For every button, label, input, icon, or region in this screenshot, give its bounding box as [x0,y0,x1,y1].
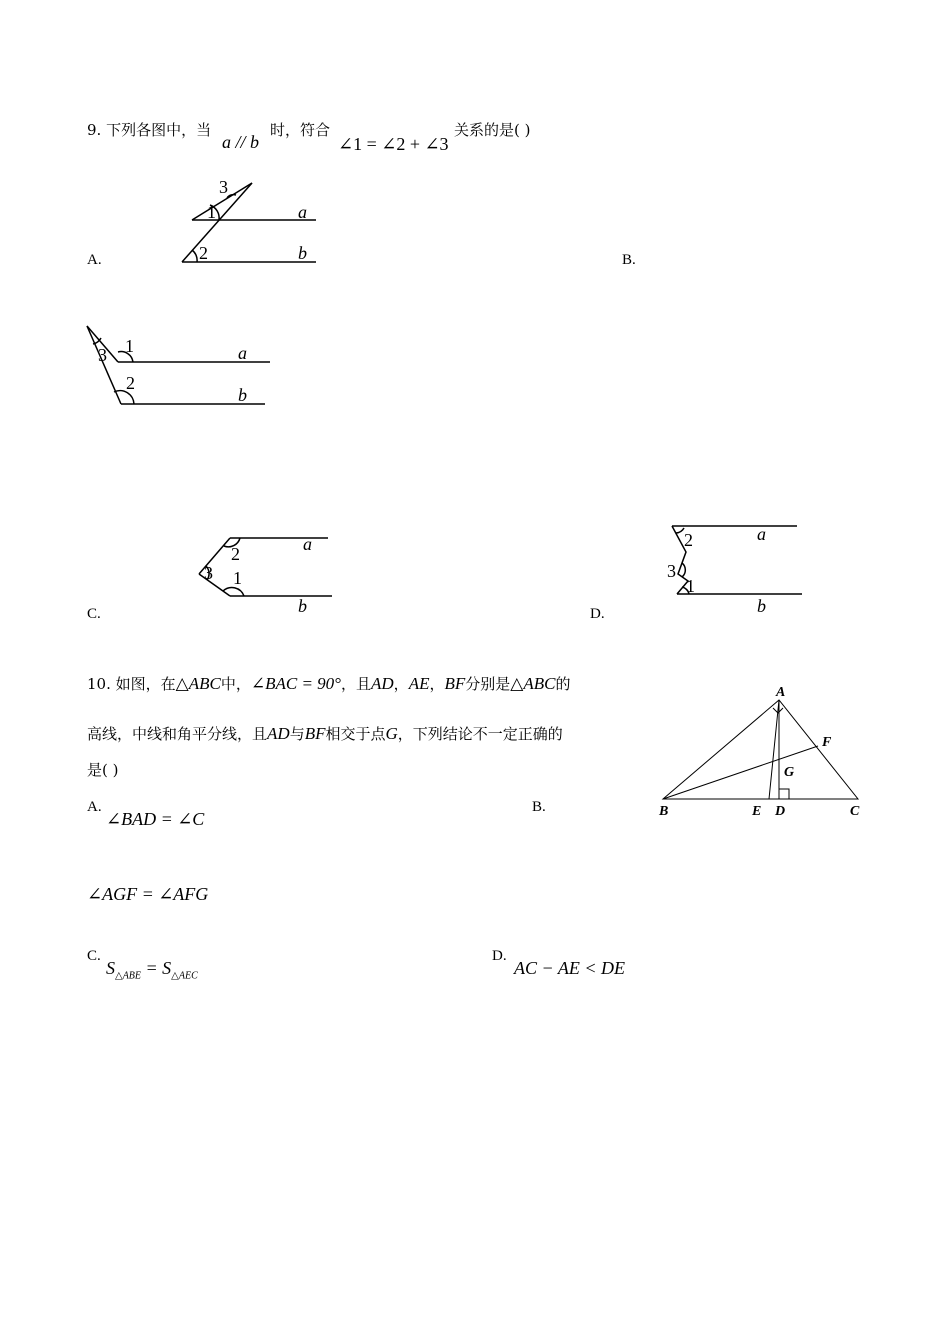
fig-b-label-1: 1 [125,336,134,356]
q10-option-a-expr: ∠BAD = ∠C [106,809,205,829]
q10-l1-b: 中， [220,675,251,693]
q10-triangle: △ABC [175,674,221,693]
q9-number: 9. [87,121,102,139]
fig-a-label-1: 1 [207,202,216,222]
q10-option-d-label: D. [492,948,507,964]
fig-d-label-a: a [757,524,766,544]
q10-comma1: ， [393,675,409,693]
q10-ae: AE [408,674,430,693]
q9-condition: a // b [222,132,260,152]
q10-option-d-expr: AC − AE < DE [514,958,625,978]
fig-d-label-b: b [757,596,766,616]
q10-number: 10. [87,675,111,693]
q9-option-c-label: C. [87,606,101,622]
q10-option-a-label: A. [87,799,102,815]
q10-c-eq: = [141,958,163,978]
q9-option-d-label: D. [590,606,605,622]
q10-option-c-label: C. [87,948,101,964]
fig-c-label-3: 3 [204,563,213,583]
q10-ad: AD [371,674,394,693]
q10-c-s1: S [106,958,115,978]
fig-a-label-3: 3 [219,177,228,197]
q10-c-sub2: △AEC [171,970,198,982]
q10-fig-label-f: F [822,735,832,750]
fig-c-label-a: a [303,534,312,554]
q10-fig-label-b: B [659,804,669,819]
q10-bf: BF [444,674,466,693]
q10-fig-label-d: D [775,804,786,819]
fig-b-label-3: 3 [98,345,107,365]
q10-angle: ∠BAC = 90° [250,674,341,693]
fig-a-label-a: a [298,202,307,222]
q10-fig-label-g: G [784,765,795,780]
q10-l2-b: 与 [289,725,305,743]
q10-comma2: ， [429,675,445,693]
q9-stem-text-c: 关系的是( ) [454,121,531,139]
q10-triangle-2: △ABC [510,674,556,693]
fig-b-label-b: b [238,385,247,405]
q10-l1-a: 如图，在 [115,675,176,693]
fig-a-label-2: 2 [199,243,208,263]
q10-g: G [385,724,398,743]
q10-l1-e: 的 [555,675,571,693]
q10-ad-2: AD [267,724,290,743]
fig-b-label-2: 2 [126,373,135,393]
q9-stem-text-b: 时，符合 [270,121,331,139]
fig-d-label-3: 3 [667,561,676,581]
fig-d-label-1: 1 [686,576,695,596]
fig-d-label-2: 2 [684,530,693,550]
q10-fig-label-e: E [752,804,762,819]
q10-l2-c: 相交于点 [325,725,386,743]
q10-fig-label-c: C [850,804,860,819]
q10-option-b-expr: ∠AGF = ∠AFG [87,884,209,904]
q10-fig-label-a: A [776,685,786,700]
q9-stem-text-a: 下列各图中，当 [106,121,212,139]
q10-line3: 是( ) [87,761,119,779]
q9-option-a-label: A. [87,252,102,268]
q10-l1-d: 分别是 [465,675,511,693]
q10-c-s2: S [162,958,172,978]
q10-option-b-label: B. [532,799,546,815]
fig-c-label-b: b [298,596,307,616]
fig-b-label-a: a [238,343,247,363]
q9-relation: ∠1 = ∠2 + ∠3 [338,134,449,154]
q10-c-sub1: △ABE [115,970,142,982]
q10-l2-a: 高线，中线和角平分线，且 [87,725,268,743]
q10-l1-c: ，且 [340,675,371,693]
q10-l2-d: ，下列结论不一定正确的 [397,725,563,743]
fig-c-label-2: 2 [231,544,240,564]
fig-a-label-b: b [298,243,307,263]
fig-c-label-1: 1 [233,568,242,588]
q9-option-b-label: B. [622,252,636,268]
q10-bf-2: BF [304,724,326,743]
